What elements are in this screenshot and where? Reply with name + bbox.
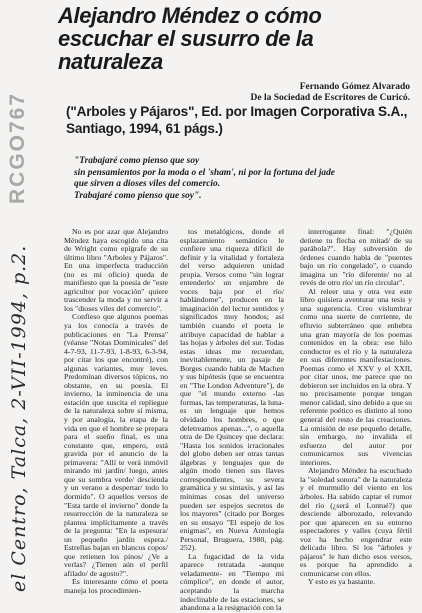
body-paragraph: tos metalógicos, donde el esplazamiento semántico le confiere una riqueza difícil de definir y la vitalidad y fortaleza del verso adquieren unidad propia. Versos como "sin lograr entenderlo/ un enjambre de voces baja por el río/ hablándome", producen en la imaginación del lector sentidos y significados muy hondos; así también cuando el poeta le atribuye capacidad de hablar a las hojas y árboles del sur. Todas estas ideas me recuerdan, inevitablemente, un pasaje de Borges cuando habla de Machen y sus hipótesis (que se encuentra en "The London Adventure"), de que "el mundo externo -las formas, las temperaturas, la luna- es un lenguaje que hemos olvidado los hombres, o que deletreamos apenas...", o aquella otra de De Quincey que declara: "Hasta los sonidos irracionales del globo deben ser otras tantas álgebras y lenguajes que de algún modo tienen sus llaves correspondientes, su severa gramática y su sintaxis, y así las mínimas cosas del universo pueden ser espejos secretos de los mayores" (citado por Borges en su ensayo "El espejo de los enigmas", en Nueva Antología Personal, Bruguera, 1980, pág. 252). (180, 227, 284, 553)
body-paragraph: Confieso que algunos poemas ya los conocía a través de publicaciones en "La Prensa" (véanse "Notas Dominicales" del 4-7-93, 11-7-93, 1-8-93, 6-3-94, por citar los que encontré), con algunas variantes, muy leves. Predominan diversos tópicos, no obstante, en su poesía. El invierno, la inminencia de una estación que suscita el repliegue de la naturaleza sobre sí misma, y por analogía, la etapa de la vida en que el hombre se prepara para el sueño final, es una constante que, empero, está gravida por el anuncio de la primavera: "Allí te verá inmóvil mirando mi jardín/ luego, antes que su sombra verde/ descienda y un verano a despertar/ todo lo dormido". O aquellos versos de "Esta tarde el invierno" donde la resurrección de la naturaleza se plantea implícitamente a través de la pregunta: "En la espesura/ un pequeño jardín espera./ Estrellas bajan en blancos copos/ que retienen los pinos/ ¿Ve a verlas? ¿Tienen aún el perfil afilado/ de agosto?". (64, 312, 168, 578)
article-byline (251, 82, 410, 104)
epigraph-quote (74, 156, 410, 202)
body-paragraph: No es por azar que Alejandro Méndez haya escogido una cita de Wright como epígrafe de su último libro "Arboles y Pájaros". En una imperfecta traducción (no es mi oficio) queda de manifiesto que la poesía de "este agricultor por vocación" quiere trascender la moda y no servir a los "dioses viles del comercio". (64, 227, 168, 313)
archive-stamp: RCGO767 (6, 91, 29, 204)
author-affiliation: De la Sociedad de Escritores de Curicó. (250, 93, 410, 103)
epigraph-line: Trabajaré como pienso que soy". (74, 190, 202, 201)
epigraph-line: sin pensamientos por la moda o el 'sham', ni por la fortuna del jade (74, 167, 335, 178)
body-paragraph: Es interesante cómo el poeta maneja los procedimien- (64, 577, 168, 595)
body-paragraph: Alejandro Méndez ha escuchado la "soledad sonora" de la naturaleza y el murmullo del viento en los árboles. Ha sabido captar el rumor del río (¿será el Lontué?) que desciende alborozado, relevando por que aparecen en su entorno espectadores y valles (cuya fértil voz ha hecho engendrar este delicado libro. Si los "árboles y pájaros" le han dicho esos versos, es porque ha aprendido a comunicarse con ellos. (300, 466, 412, 578)
article-column-3 (300, 228, 412, 596)
handwritten-source-note: el Centro, Talca, 2-VII-1994, p.2. (8, 244, 30, 592)
scan-margin (0, 0, 58, 600)
book-reference: ("Arboles y Pájaros", Ed. por Imagen Corporativa S.A., Santiago, 1994, 61 págs.) (66, 104, 408, 136)
body-paragraph: interrogante final: "¿Quién detiene tu flecha en mitad/ de su parábola?". Hay subversión de órdenes cuando habla de "puentes bajo un río congelado", o cuando imagina un "río diferente/ no al revés de otro río/ un río circular". (300, 227, 412, 288)
article-headline: Alejandro Méndez o cómo escuchar el susurro de la naturaleza (58, 3, 322, 74)
body-paragraph: Al releer una y otra vez este libro quisiera aventurar una tesis y una sugerencia. Creo vislumbrar como una suerte de corriente, de efluvio subterráneo que enhebra una gran mayoría de los poemas contenidos en la obra: ese hilo conductor es el río y la naturaleza en sus diferentes manifestaciones. Poemas como el XXV y el XXII, por citar unos, me parece que no debieron ser incluidos en la obra. Y no precisamente porque tengan menor calidad, sino debido a que su referente poético es distinto al tono general del resto de las creaciones. La omisión de ese pequeño detalle, sin embargo, no invalida el esfuerzo del autor por comunicarnos sus vivencias interiores. (300, 286, 412, 467)
epigraph-line: que sirven a dioses viles del comercio. (74, 179, 221, 189)
body-paragraph: Y esto es ya bastante. (308, 577, 376, 587)
article-column-2 (180, 227, 284, 613)
author-name: Fernando Gómez Alvarado (299, 82, 410, 92)
epigraph-line: "Trabajaré como pienso que soy (74, 156, 200, 166)
body-paragraph: La fugacidad de la vida aparece retratada -aunque veladamente- en "Tiempo mi cómplice", en donde el autor, aceptando la marcha indeclinable de las estaciones, se abandona a la resignación con la (180, 551, 284, 613)
article-column-1 (64, 228, 168, 596)
